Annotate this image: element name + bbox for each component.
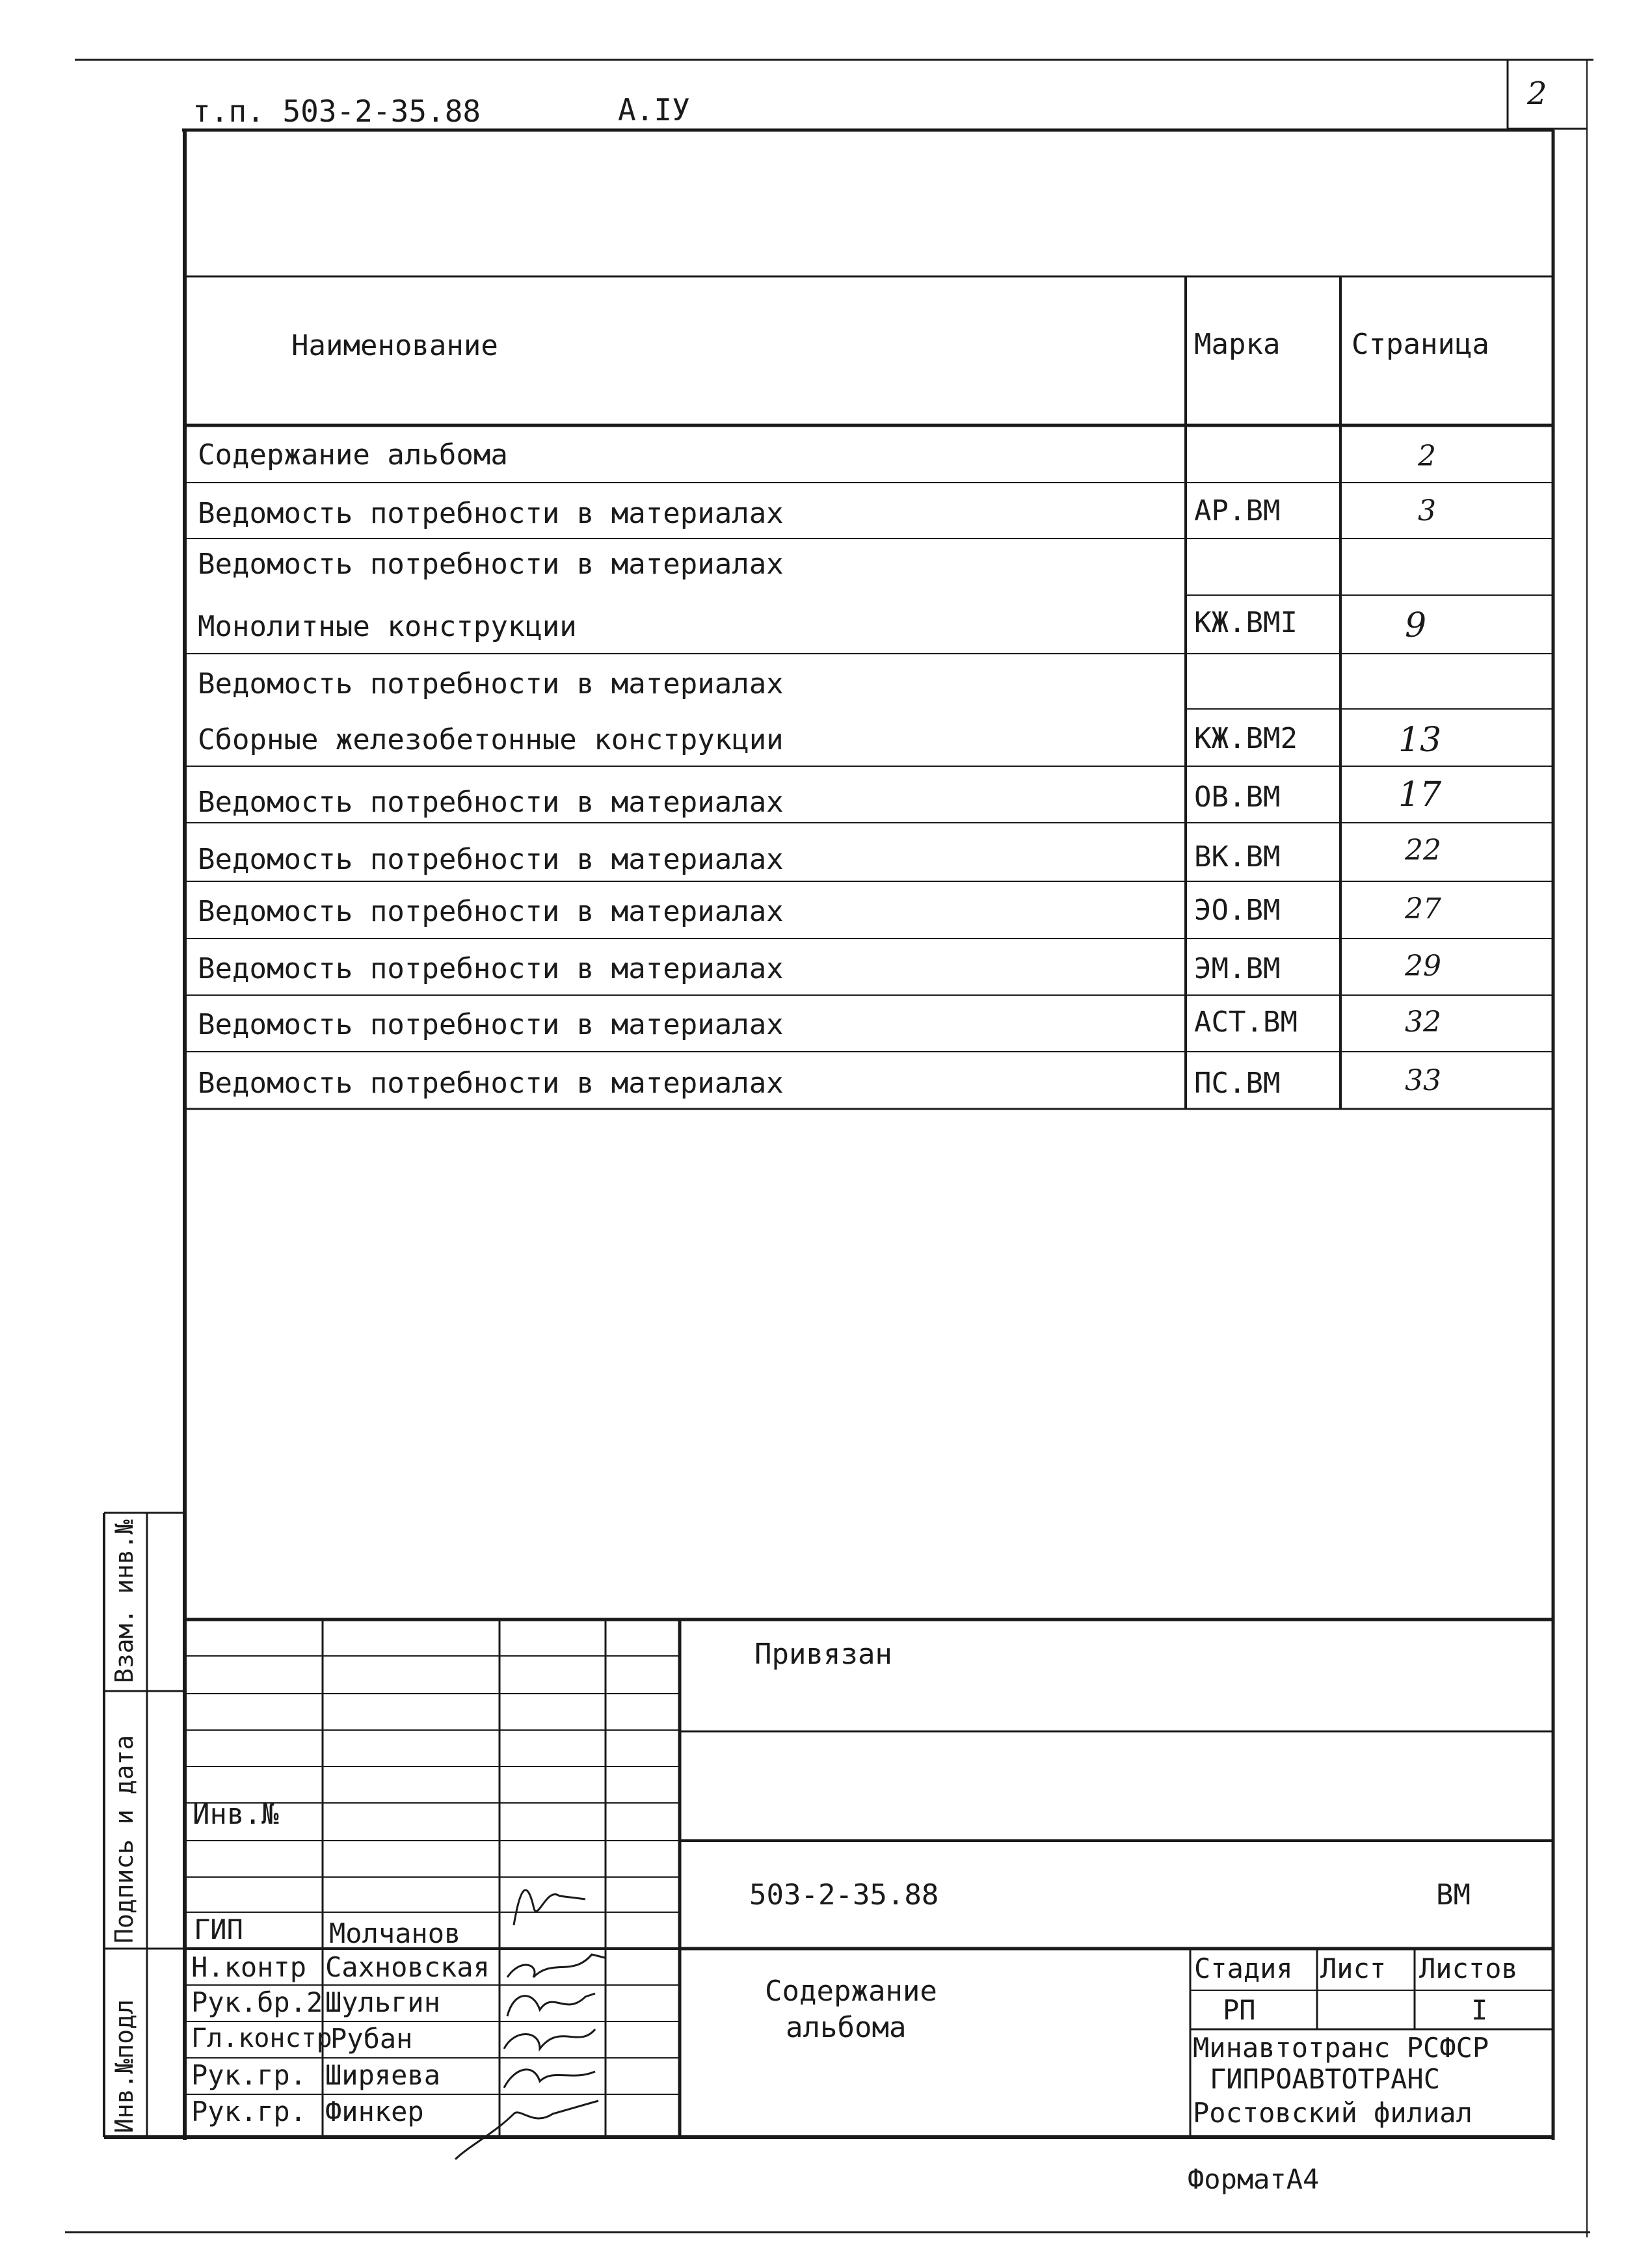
- signatory-role: Рук.бр.2: [191, 1986, 323, 2018]
- signatory-role: ГИП: [194, 1913, 243, 1945]
- column-header-page: Страница: [1352, 328, 1489, 361]
- sheets-value: I: [1471, 1994, 1488, 2026]
- doc-mark: ВМ: [1436, 1878, 1471, 1912]
- row-name: Ведомость потребности в материалах: [198, 843, 784, 876]
- signatory-name: Шульгин: [325, 1986, 441, 2018]
- signatory-name: Сахновская: [325, 1951, 490, 1983]
- row-page: 13: [1398, 721, 1442, 760]
- signatory-name: Ширяева: [325, 2059, 441, 2091]
- signatory-role: Н.контр: [191, 1951, 307, 1983]
- signatory-role: Рук.гр.: [191, 2059, 307, 2091]
- row-name: Ведомость потребности в материалах: [198, 895, 784, 928]
- row-page: 17: [1398, 775, 1442, 814]
- row-name: Ведомость потребности в материалах: [198, 548, 784, 581]
- row-mark: ВК.ВМ: [1194, 840, 1281, 873]
- row-name: Ведомость потребности в материалах: [198, 667, 784, 700]
- org-line-2: ГИПРОАВТОТРАНС: [1210, 2063, 1441, 2095]
- row-name: Монолитные конструкции: [198, 610, 577, 643]
- title-line-2: альбома: [786, 2011, 907, 2044]
- title-line-1: Содержание: [765, 1975, 937, 2008]
- row-page: 3: [1418, 494, 1436, 527]
- row-page: 22: [1405, 834, 1441, 867]
- row-page: 32: [1405, 1006, 1441, 1039]
- album-number: А.IУ: [618, 92, 690, 127]
- org-line-1: Минавтотранс РСФСР: [1193, 2032, 1489, 2064]
- row-name: Ведомость потребности в материалах: [198, 952, 784, 985]
- row-page: 9: [1405, 606, 1427, 645]
- column-header-mark: Марка: [1194, 328, 1281, 361]
- inv-no-label: Инв.№: [193, 1798, 279, 1831]
- format-label: ФорматА4: [1188, 2163, 1320, 2195]
- doc-code: т.п. 503-2-35.88: [193, 94, 481, 129]
- privyazan-label: Привязан: [754, 1638, 892, 1671]
- signatory-role: Рук.гр.: [191, 2096, 307, 2127]
- sheets-label: Листов: [1419, 1953, 1518, 1984]
- row-page: 33: [1405, 1064, 1441, 1097]
- stage-label: Стадия: [1194, 1953, 1293, 1984]
- side-label-vzam-inv: Взам. инв.№: [110, 1519, 139, 1683]
- side-label-podpis-data: Подпись и дата: [110, 1735, 139, 1943]
- row-page: 27: [1405, 892, 1441, 926]
- org-line-3: Ростовский филиал: [1193, 2097, 1472, 2129]
- row-mark: КЖ.ВМ2: [1194, 722, 1298, 755]
- row-mark: АР.ВМ: [1194, 494, 1281, 527]
- row-name: Ведомость потребности в материалах: [198, 497, 784, 530]
- row-name: Ведомость потребности в материалах: [198, 786, 784, 819]
- row-name: Ведомость потребности в материалах: [198, 1008, 784, 1041]
- row-mark: КЖ.ВМI: [1194, 606, 1298, 639]
- row-mark: АСТ.ВМ: [1194, 1006, 1298, 1039]
- doc-number: 503-2-35.88: [749, 1878, 939, 1912]
- row-page: 2: [1418, 440, 1436, 473]
- row-name: Содержание альбома: [198, 438, 508, 472]
- signatory-name: Финкер: [325, 2096, 424, 2127]
- row-mark: ОВ.ВМ: [1194, 780, 1281, 814]
- side-label-inv-podl: Инв.№подл: [110, 1999, 139, 2133]
- column-header-name: Наименование: [291, 329, 498, 362]
- row-mark: ПС.ВМ: [1194, 1067, 1281, 1100]
- signatures-drawing: [455, 1890, 605, 2159]
- sheet-number: 2: [1527, 75, 1547, 112]
- row-page: 29: [1405, 950, 1441, 983]
- sheet-label: Лист: [1320, 1953, 1387, 1984]
- row-name: Ведомость потребности в материалах: [198, 1067, 784, 1100]
- signatory-role: Гл.констр: [191, 2023, 332, 2053]
- stage-value: РП: [1223, 1994, 1256, 2026]
- row-mark: ЭО.ВМ: [1194, 894, 1281, 927]
- signatory-name: Молчанов: [329, 1917, 461, 1949]
- row-name: Сборные железобетонные конструкции: [198, 723, 784, 756]
- signatory-name: Рубан: [330, 2023, 413, 2055]
- row-mark: ЭМ.ВМ: [1194, 952, 1281, 985]
